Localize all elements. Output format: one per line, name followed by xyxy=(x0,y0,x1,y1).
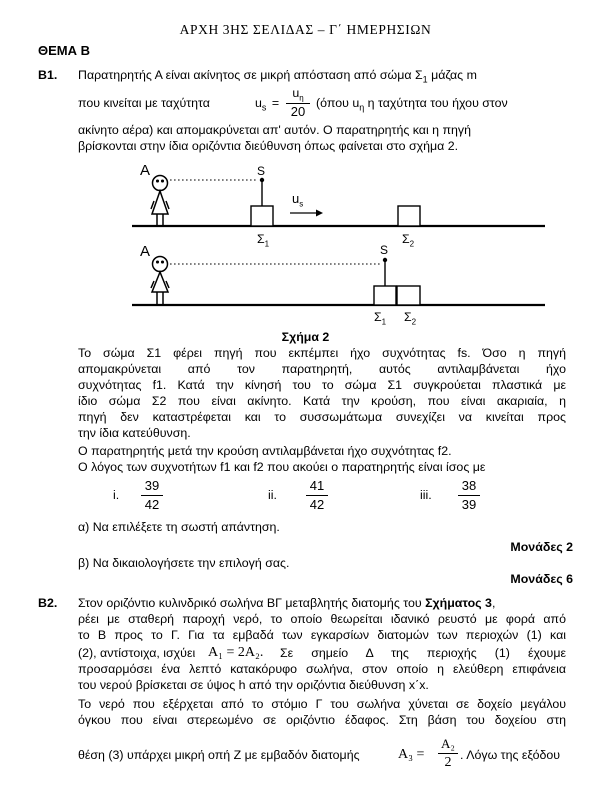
b2-line-7: Το νερό που εξέρχεται από το στόμιο Γ του σωλήνα χύνεται σε δοχείο μεγάλου xyxy=(78,697,566,711)
b2-line-4b: Σε σημείο Δ της περιοχής (1) έχουμε xyxy=(280,646,566,660)
b1-line-2b: (όπου $u_\eta$ η ταχύτητα του ήχου στον xyxy=(316,96,508,113)
page-header: ΑΡΧΗ 3ΗΣ ΣΕΛΙΔΑΣ – Γ΄ ΗΜΕΡΗΣΙΩΝ xyxy=(179,22,432,37)
b2-line-6: του νερού βρίσκεται σε ύψος h από την οριζόντια διεύθυνση x΄x. xyxy=(78,678,429,692)
option-ii-num: 41 xyxy=(309,478,325,493)
option-iii-den: 39 xyxy=(461,497,477,512)
b1-para-line-7: Ο παρατηρητής μετά την κρούση αντιλαμβάνεται ήχο συχνότητας f2. xyxy=(78,444,452,458)
b2-frac-bar xyxy=(438,753,458,754)
theme-title: ΘΕΜΑ Β xyxy=(38,43,90,58)
b1-para-line-6: την ίδια κατεύθυνση. xyxy=(78,426,191,440)
option-ii-den: 42 xyxy=(309,497,325,512)
option-label-ii: ii. xyxy=(268,488,277,502)
label-S-bottom: S xyxy=(380,243,389,257)
b2-label: Β2. xyxy=(38,596,58,610)
body-sigma1-top xyxy=(251,206,273,226)
marks-a: Μονάδες 2 xyxy=(510,540,573,554)
b2-line-3: το Β προς το Γ. Για τα εμβαδά των εγκαρσίων διατομών των περιοχών (1) και xyxy=(78,628,566,642)
option-i-num: 39 xyxy=(144,478,160,493)
us-symbol: $u_s$ = xyxy=(255,96,280,113)
b2-eq-a1: A₁ = 2A₂. xyxy=(208,645,264,660)
label-sigma1-top: $\Sigma_1$ xyxy=(257,232,270,249)
option-i-bar xyxy=(141,495,163,496)
b1-line-3: ακίνητο αέρα) και απομακρύνεται απ' αυτόν. Ο παρατηρητής και η πηγή xyxy=(78,123,472,137)
label-A-bottom: Α xyxy=(140,243,151,260)
b2-line-4a: (2), αντίστοιχα, ισχύει xyxy=(78,646,196,660)
b1-label: Β1. xyxy=(38,68,58,82)
b2-line-8: όγκου που είναι στερεωμένο σε οριζόντιο έδαφος. Στη βάση του δοχείου στη xyxy=(78,713,566,727)
b1-para-line-5: πηγή δεν καταστρέφεται και το συσσωμάτωμα συνεχίζει να κινείται προς xyxy=(78,410,566,424)
b2-eq-a3: A₃ = xyxy=(398,747,425,762)
label-sigma2-bottom: $\Sigma_2$ xyxy=(404,310,417,327)
option-label-i: i. xyxy=(113,488,120,502)
b1-line-1: Παρατηρητής Α είναι ακίνητος σε μικρή απόσταση από σώμα $\Sigma_1$ μάζας m xyxy=(78,68,477,85)
figure-2 xyxy=(0,0,611,345)
label-sigma1-bottom: $\Sigma_1$ xyxy=(374,310,387,327)
option-ii-bar xyxy=(306,495,328,496)
b2-frac-den: 2 xyxy=(444,755,452,770)
body-sigma2-bottom xyxy=(397,286,420,305)
b2-line-9b: . Λόγω της εξόδου xyxy=(460,748,561,762)
marks-b: Μονάδες 6 xyxy=(510,572,573,586)
option-iii-bar xyxy=(458,495,480,496)
b1-line-4: βρίσκονται στην ίδια οριζόντια διεύθυνση όπως φαίνεται στο σχήμα 2. xyxy=(78,139,459,153)
question-a: α) Να επιλέξετε τη σωστή απάντηση. xyxy=(78,520,280,534)
b1-para-line-1: Το σώμα Σ1 φέρει πηγή που εκπέμπει ήχο συχνότητας fs. Όσο η πηγή xyxy=(78,346,566,360)
label-S-top: S xyxy=(257,164,266,178)
option-label-iii: iii. xyxy=(420,488,432,502)
b1-line-2a: που κινείται με ταχύτητα xyxy=(78,96,210,110)
question-b: β) Να δικαιολογήσετε την επιλογή σας. xyxy=(78,556,290,570)
b2-line-1: Στον οριζόντιο κυλινδρικό σωλήνα ΒΓ μεταβλητής διατομής του Σχήματος 3, xyxy=(78,596,496,610)
b1-para-line-4: ίδιο σώμα Σ2 που είναι ακίνητο. Κατά την κρούση, που είναι ακαριαία, η xyxy=(78,394,566,408)
b2-frac-num: A₂ xyxy=(441,736,455,751)
speed-fraction-num: $u_\eta$ xyxy=(292,86,304,103)
b2-line-9a: θέση (3) υπάρχει μικρή οπή Ζ με εμβαδόν διατομής xyxy=(78,748,360,762)
b1-para-line-3: συχνότητας f1. Κατά την κίνησή του το σώμα Σ1 συγκρούεται πλαστικά με xyxy=(78,378,566,392)
option-iii-num: 38 xyxy=(461,478,477,493)
label-sigma2-top: $\Sigma_2$ xyxy=(402,232,415,249)
arrow-head xyxy=(316,210,323,217)
body-sigma2-top xyxy=(398,206,420,226)
b2-line-5: προσαρμόσει ένα λεπτό κατακόρυφο σωλήνα, στον οποίο η ελεύθερη επιφάνεια xyxy=(78,662,566,676)
b1-para-line-8: Ο λόγος των συχνοτήτων f1 και f2 που ακούει ο παρατηρητής είναι ίσος με xyxy=(78,460,486,474)
label-A-top: Α xyxy=(140,162,151,179)
observer-figure-top xyxy=(151,176,169,226)
speed-fraction-den: 20 xyxy=(290,104,306,119)
body-sigma1-bottom xyxy=(374,286,396,305)
option-i-den: 42 xyxy=(144,497,160,512)
source-dot-bottom xyxy=(383,258,387,262)
label-us: $u_s$ xyxy=(292,191,304,209)
source-dot-top xyxy=(260,178,264,182)
b1-para-line-2: απομακρύνεται από τον παρατηρητή, αυτός αντιλαμβάνεται ήχο xyxy=(78,362,566,376)
b2-line-2: ρέει με σταθερή παροχή νερό, το οποίο θεωρείται ιδανικό ρευστό με φορά από xyxy=(78,612,566,626)
figure-caption: Σχήμα 2 xyxy=(281,330,330,344)
observer-figure-bottom xyxy=(151,257,169,305)
